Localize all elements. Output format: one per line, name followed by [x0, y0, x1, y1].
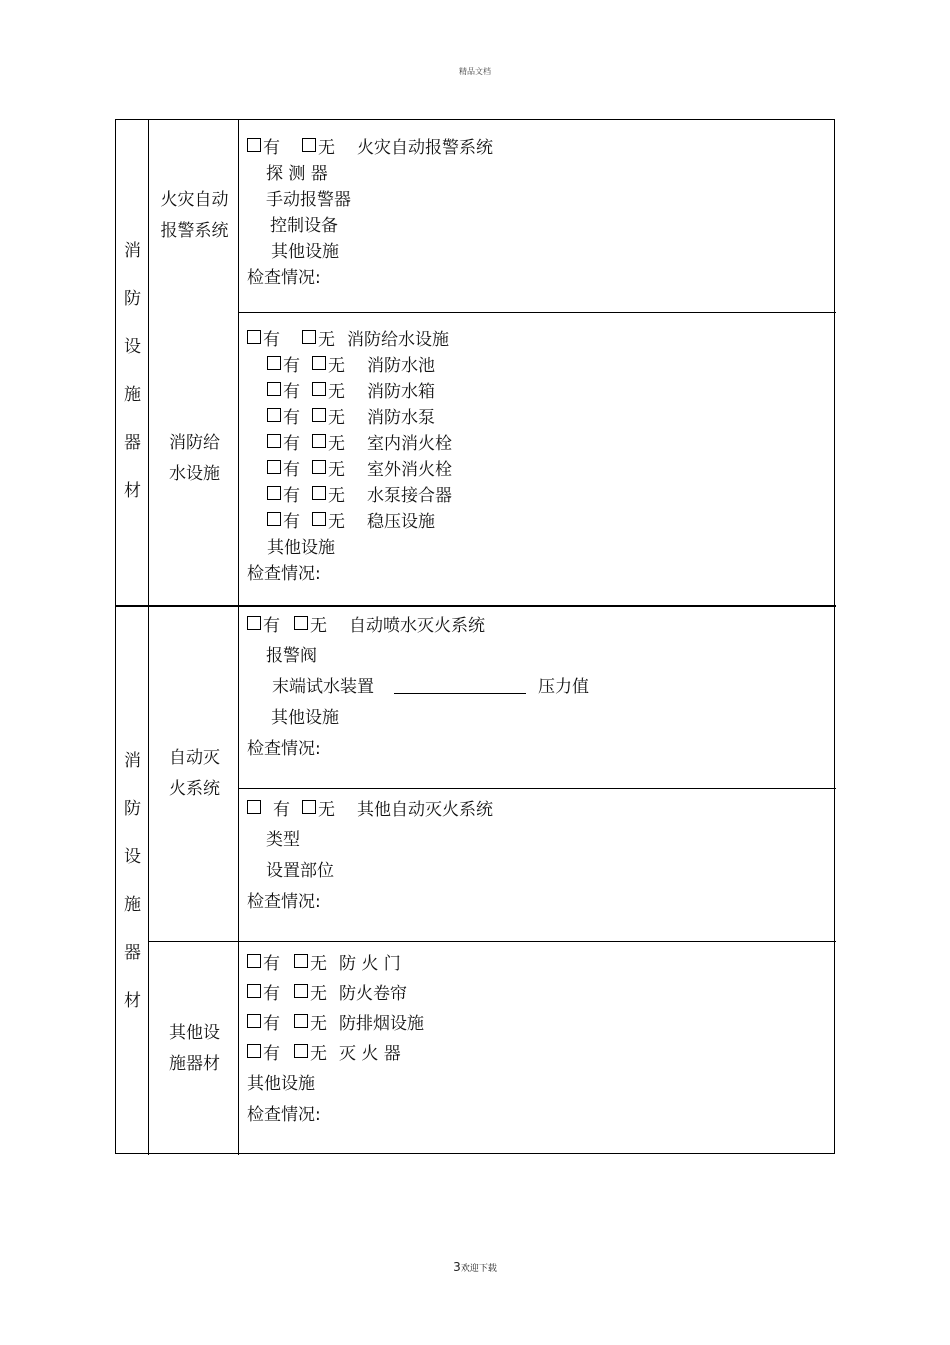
- test-device-row: [247, 669, 827, 700]
- water-item-name: 消防水箱: [367, 381, 435, 402]
- check-status-label: 检查情况:: [247, 891, 321, 912]
- checkbox-icon[interactable]: [267, 382, 281, 396]
- water-item-name: 室内消火栓: [367, 433, 452, 454]
- option-label: 有: [263, 329, 280, 350]
- checkbox-icon[interactable]: [267, 460, 281, 474]
- option-label: 有: [263, 615, 280, 636]
- sprinkler-cell: [247, 608, 827, 761]
- item-other: 其他设施: [271, 708, 339, 728]
- option-yes[interactable]: [267, 429, 300, 454]
- option-label: 无: [310, 953, 327, 974]
- equipment-name: 防排烟设施: [339, 1013, 424, 1034]
- checkbox-icon[interactable]: [267, 486, 281, 500]
- checkbox-icon[interactable]: [247, 330, 261, 344]
- option-yes[interactable]: [247, 979, 280, 1004]
- checkbox-icon[interactable]: [312, 356, 326, 370]
- option-no[interactable]: [294, 1039, 327, 1064]
- water-item-name: 稳压设施: [367, 511, 435, 532]
- label-line: 水设施: [169, 464, 220, 484]
- checkbox-icon[interactable]: [247, 138, 261, 152]
- option-label: 无: [318, 137, 335, 158]
- option-yes[interactable]: [247, 949, 280, 974]
- option-label: 有: [283, 485, 300, 506]
- label-line: 其他设: [169, 1022, 220, 1043]
- section-label-char: 消: [124, 751, 141, 771]
- option-no[interactable]: [312, 403, 345, 428]
- section-label-char: 器: [124, 433, 141, 453]
- checkbox-icon[interactable]: [294, 1044, 308, 1058]
- water-item-name: 水泵接合器: [367, 485, 452, 506]
- option-yes[interactable]: [267, 481, 300, 506]
- checkbox-icon[interactable]: [267, 512, 281, 526]
- option-label: 有: [283, 407, 300, 428]
- checkbox-icon[interactable]: [247, 800, 261, 814]
- option-label: 有: [263, 1013, 280, 1034]
- checkbox-icon[interactable]: [247, 616, 261, 630]
- option-label: 无: [328, 433, 345, 454]
- option-yes[interactable]: [267, 455, 300, 480]
- fire-alarm-cell: [247, 132, 827, 288]
- section-label-upper: [116, 227, 149, 515]
- option-no[interactable]: [294, 949, 327, 974]
- section-label-char: 施: [124, 385, 141, 405]
- section-label-char: 材: [124, 481, 141, 501]
- section-label-char: 消: [124, 241, 141, 261]
- option-no[interactable]: [312, 377, 345, 402]
- system-title: 自动喷水灭火系统: [349, 615, 485, 636]
- equipment-name: 灭 火 器: [339, 1043, 401, 1064]
- option-yes[interactable]: [247, 1039, 280, 1064]
- option-label: 无: [328, 511, 345, 532]
- checkbox-icon[interactable]: [302, 138, 316, 152]
- option-yes[interactable]: [267, 403, 300, 428]
- checkbox-icon[interactable]: [312, 460, 326, 474]
- auto-extinguish-label: [150, 607, 239, 941]
- water-item-name: 消防水池: [367, 355, 435, 376]
- option-yes[interactable]: [247, 611, 280, 636]
- option-no[interactable]: [302, 133, 335, 158]
- option-no[interactable]: [294, 1009, 327, 1034]
- check-status-label: 检查情况:: [247, 267, 321, 288]
- checkbox-icon[interactable]: [302, 330, 316, 344]
- section-label-char: 防: [124, 289, 141, 309]
- check-status-label: 检查情况:: [247, 563, 321, 584]
- water-item-row: [247, 506, 827, 532]
- option-no[interactable]: [312, 429, 345, 454]
- option-yes[interactable]: [247, 1009, 280, 1034]
- checkbox-icon[interactable]: [312, 512, 326, 526]
- item-control-device: 控制设备: [270, 215, 338, 236]
- section-label-lower: [116, 737, 149, 1025]
- option-label: 无: [310, 615, 327, 636]
- option-label: 无: [328, 485, 345, 506]
- label-line: 消防给: [169, 433, 220, 453]
- checkbox-icon[interactable]: [247, 1044, 261, 1058]
- section-label-char: 器: [124, 943, 141, 963]
- section-label-char: 施: [124, 895, 141, 915]
- water-supply-label: [150, 313, 239, 605]
- checkbox-icon[interactable]: [294, 1014, 308, 1028]
- equipment-name: 防火卷帘: [339, 983, 407, 1004]
- option-label: 无: [328, 407, 345, 428]
- label-line: 自动灭: [169, 748, 220, 768]
- section-label-char: 防: [124, 799, 141, 819]
- checkbox-icon[interactable]: [267, 408, 281, 422]
- item-test-device: 末端试水装置: [272, 677, 374, 697]
- item-other: 其他设施: [247, 1074, 315, 1094]
- water-item-row: [247, 376, 827, 402]
- option-label: 有: [273, 799, 290, 820]
- pressure-label: 压力值: [538, 677, 589, 697]
- option-label: 有: [263, 953, 280, 974]
- label-line: 施器材: [169, 1053, 220, 1074]
- option-label: 有: [283, 511, 300, 532]
- fire-alarm-label: [150, 120, 239, 312]
- option-label: 有: [263, 983, 280, 1004]
- equipment-row: [247, 1006, 827, 1036]
- water-item-row: [247, 350, 827, 376]
- page-footer: [0, 1260, 950, 1274]
- fire-equipment-form: [115, 119, 835, 1154]
- option-no[interactable]: [302, 795, 335, 820]
- equipment-row: [247, 946, 827, 976]
- option-yes[interactable]: [267, 377, 300, 402]
- system-title: 消防给水设施: [347, 329, 449, 350]
- label-line: 火系统: [169, 779, 220, 799]
- divider: [238, 788, 836, 789]
- header-note: 精品文档: [459, 67, 491, 76]
- divider: [148, 941, 836, 942]
- option-yes[interactable]: [247, 325, 280, 350]
- item-detector: 探 测 器: [266, 163, 328, 184]
- equipment-name: 防 火 门: [339, 953, 401, 974]
- option-label: 有: [263, 1043, 280, 1064]
- option-no[interactable]: [294, 611, 327, 636]
- checkbox-icon[interactable]: [247, 1014, 261, 1028]
- option-label: 无: [328, 459, 345, 480]
- water-item-name: 室外消火栓: [367, 459, 452, 480]
- pressure-input[interactable]: [394, 675, 526, 694]
- page-number: 3: [453, 1260, 461, 1274]
- checkbox-icon[interactable]: [312, 434, 326, 448]
- checkbox-icon[interactable]: [312, 382, 326, 396]
- equipment-row: [247, 976, 827, 1006]
- checkbox-icon[interactable]: [312, 408, 326, 422]
- checkbox-icon[interactable]: [302, 800, 316, 814]
- system-title: 其他自动灭火系统: [357, 799, 493, 820]
- option-label: 无: [328, 355, 345, 376]
- item-other: 其他设施: [267, 537, 335, 558]
- option-label: 有: [283, 355, 300, 376]
- other-equipment-label: [150, 942, 239, 1155]
- option-yes[interactable]: [247, 795, 290, 820]
- water-item-row: [247, 402, 827, 428]
- option-label: 有: [283, 459, 300, 480]
- item-alarm-valve: 报警阀: [266, 646, 317, 666]
- option-label: 有: [263, 137, 280, 158]
- option-label: 有: [283, 381, 300, 402]
- option-no[interactable]: [302, 325, 335, 350]
- option-yes[interactable]: [267, 351, 300, 376]
- option-label: 无: [310, 1043, 327, 1064]
- option-no[interactable]: [294, 979, 327, 1004]
- option-no[interactable]: [312, 351, 345, 376]
- water-item-row: [247, 428, 827, 454]
- checkbox-icon[interactable]: [247, 984, 261, 998]
- check-status-label: 检查情况:: [247, 738, 321, 759]
- checkbox-icon[interactable]: [267, 434, 281, 448]
- water-supply-cell: [247, 324, 827, 584]
- system-title: 火灾自动报警系统: [357, 137, 493, 158]
- footer-text: 欢迎下载: [460, 1264, 497, 1274]
- option-yes[interactable]: [267, 507, 300, 532]
- checkbox-icon[interactable]: [267, 356, 281, 370]
- label-line: 火灾自动: [160, 190, 229, 210]
- label-line: 报警系统: [160, 221, 229, 241]
- water-item-row: [247, 480, 827, 506]
- item-other: 其他设施: [271, 241, 339, 262]
- option-label: 有: [283, 433, 300, 454]
- divider: [238, 312, 836, 313]
- item-type: 类型: [266, 830, 300, 850]
- checkbox-icon[interactable]: [294, 616, 308, 630]
- option-no[interactable]: [312, 481, 345, 506]
- option-label: 无: [310, 983, 327, 1004]
- section-label-char: 设: [124, 337, 141, 357]
- option-yes[interactable]: [247, 133, 280, 158]
- check-status-label: 检查情况:: [247, 1104, 321, 1125]
- option-label: 无: [318, 799, 335, 820]
- checkbox-icon[interactable]: [312, 486, 326, 500]
- item-manual-alarm: 手动报警器: [266, 189, 351, 210]
- option-label: 无: [310, 1013, 327, 1034]
- section-label-char: 材: [124, 991, 141, 1011]
- option-label: 无: [318, 329, 335, 350]
- equipment-row: [247, 1036, 827, 1066]
- section-label-char: 设: [124, 847, 141, 867]
- checkbox-icon[interactable]: [294, 954, 308, 968]
- option-label: 无: [328, 381, 345, 402]
- other-auto-system-cell: [247, 792, 827, 914]
- checkbox-icon[interactable]: [247, 954, 261, 968]
- option-no[interactable]: [312, 455, 345, 480]
- water-item-name: 消防水泵: [367, 407, 435, 428]
- water-item-row: [247, 454, 827, 480]
- item-location: 设置部位: [266, 861, 334, 881]
- option-no[interactable]: [312, 507, 345, 532]
- other-equipment-cell: [247, 946, 827, 1127]
- checkbox-icon[interactable]: [294, 984, 308, 998]
